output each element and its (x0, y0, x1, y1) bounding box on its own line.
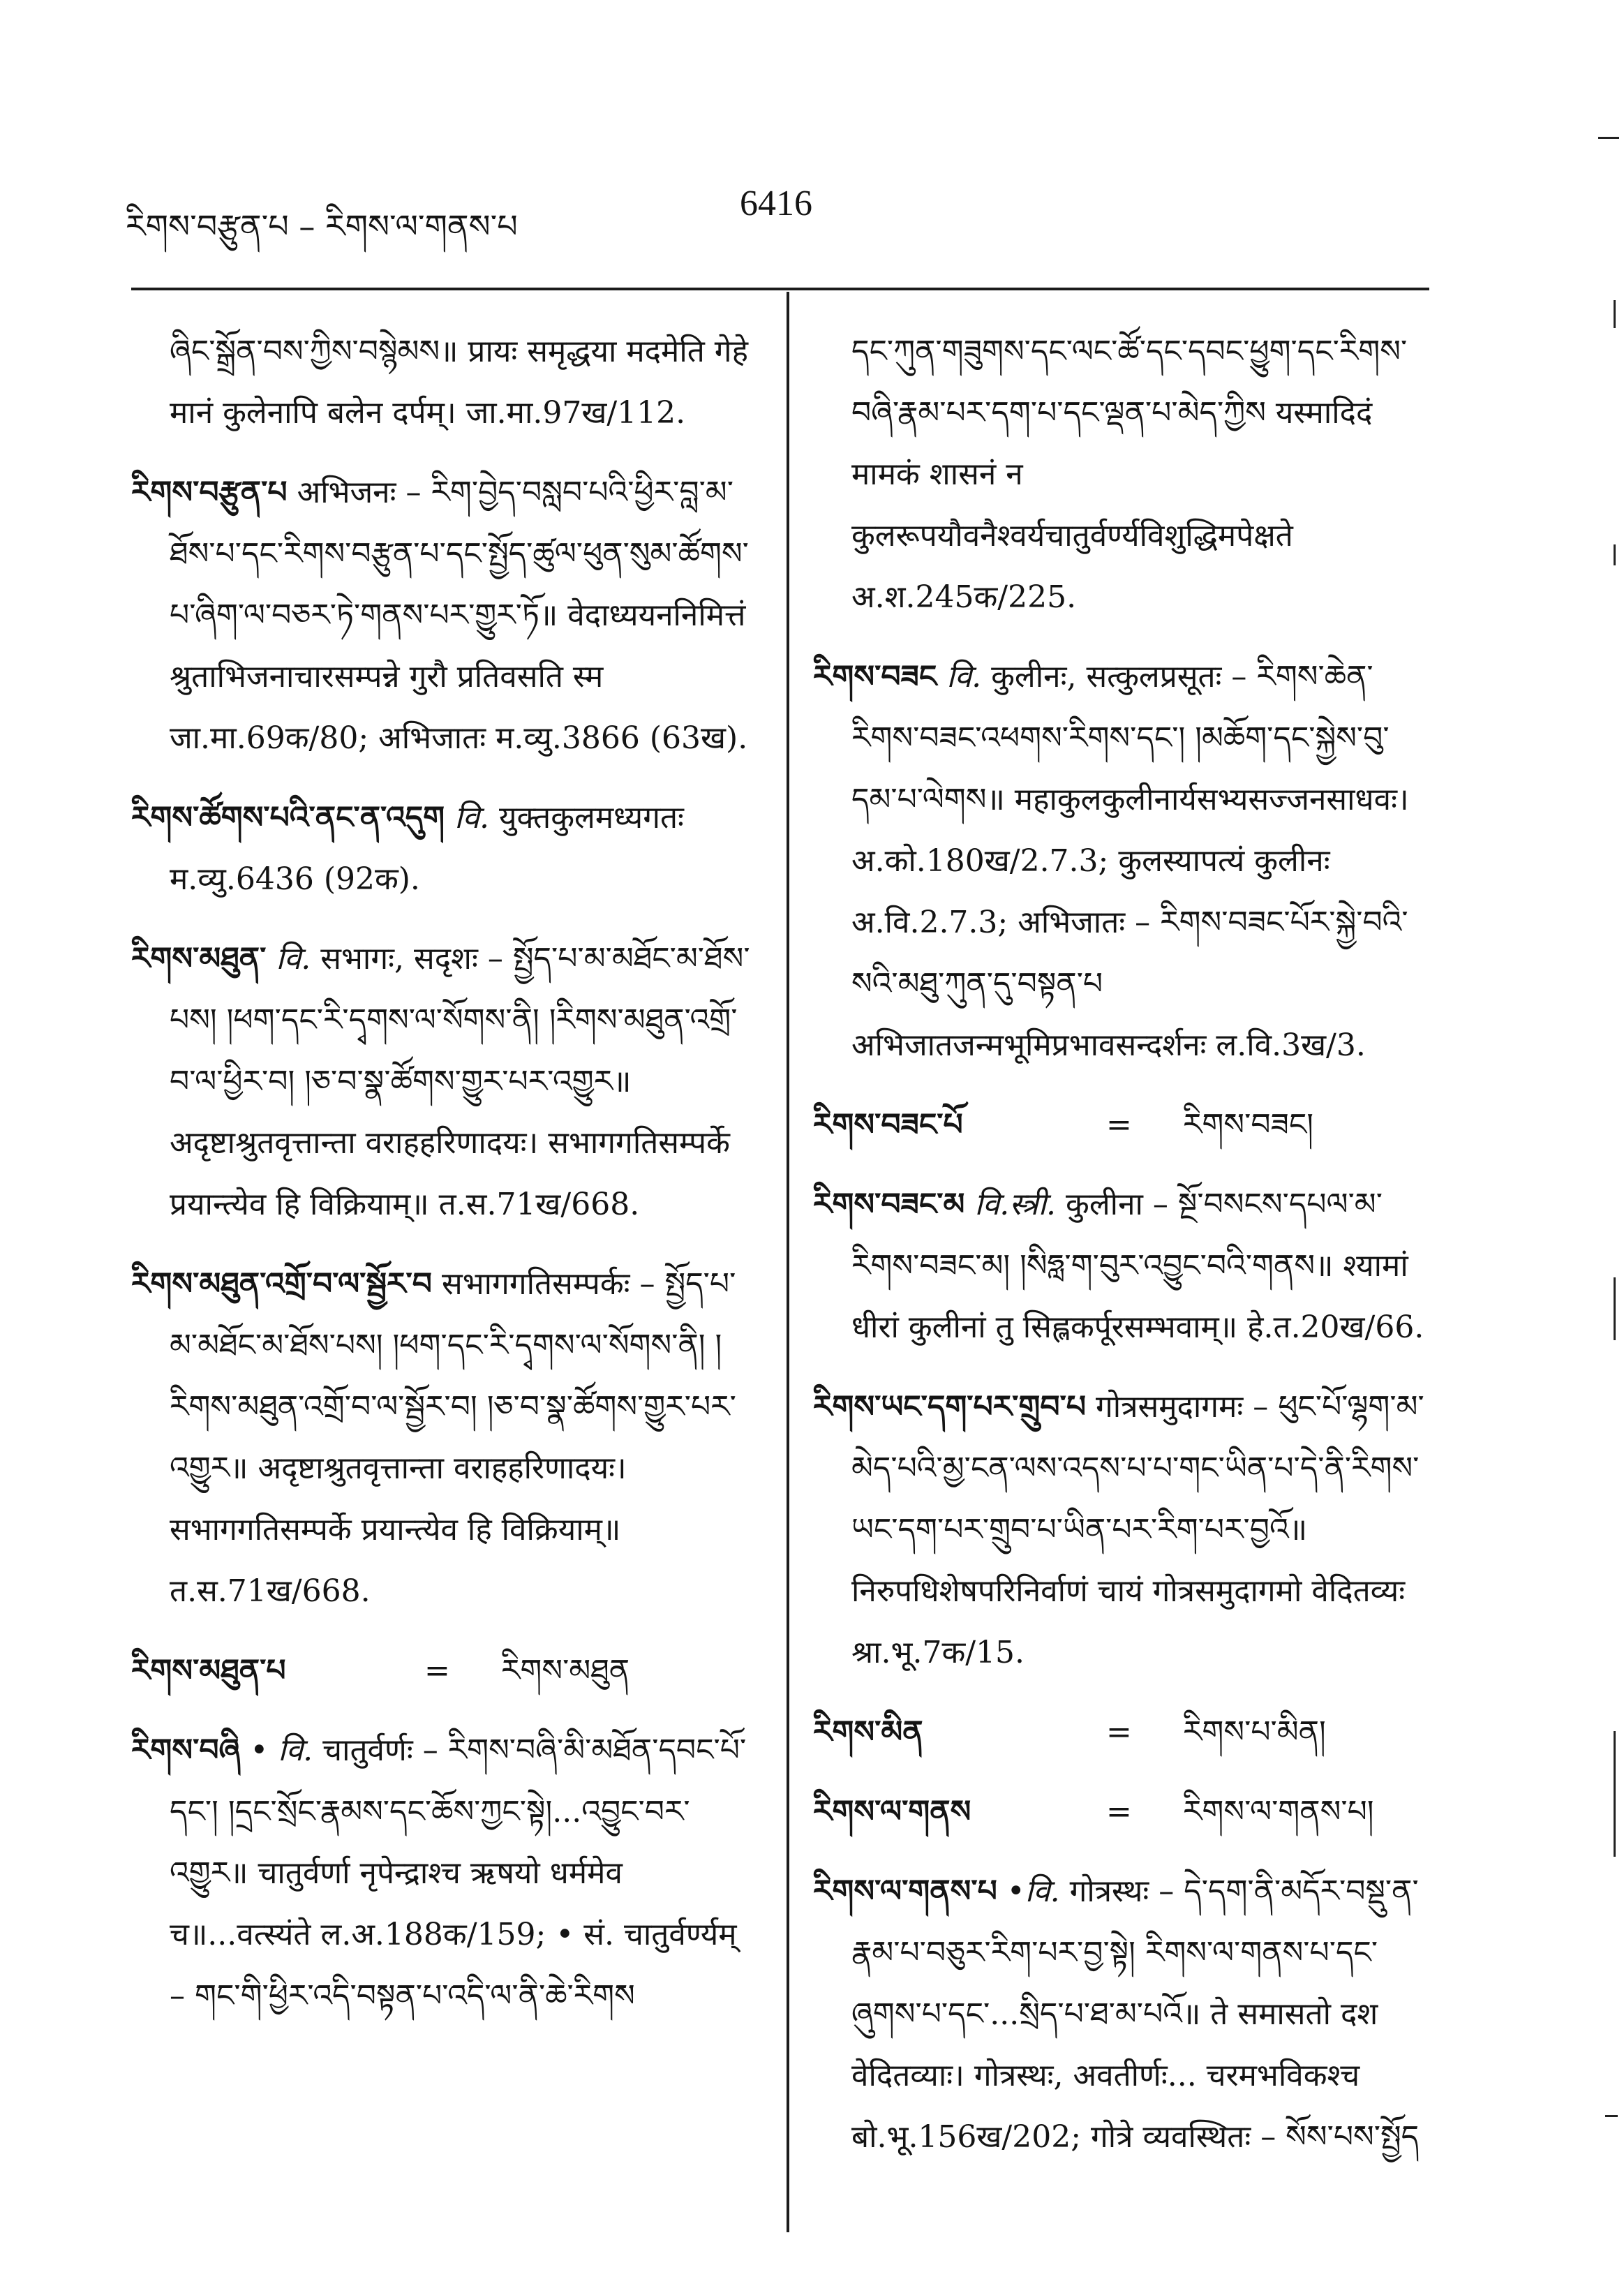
headword: རིགས་བཞི (131, 1732, 241, 1768)
grammar-label: वि. (454, 800, 490, 836)
entry-definition: सभागः, सदृशः – སྤྱོད་པ་མ་མཐོང་མ་ཐོས་པས། །ཕག་དང་རི་དྭགས་ལ་སོགས་ནི། །རིགས་མཐུན་འགྲོ་བ་ལ་ཕྱིར་བ། །ཅ་བ་སྣ་ཚོགས་གྱུར་པར་འགྱུར॥ अदृष्टाश्रुतवृत्तान्ता वराहहरिणादयः। सभागगतिसम्पर्के प्रयान्त्येव हि विक्रियाम्॥ त.स.71ख/668. (170, 941, 750, 1222)
cross-reference-target: རིགས་མཐུན (501, 1653, 630, 1689)
entry-definition: गोत्रसमुदागमः – ཕུང་པོ་ལྷག་མ་མེད་པའི་མྱ་ངན་ལས་འདས་པ་པ་གང་ཡིན་པ་དེ་ནི་རིགས་ཡང་དག་པར་གྲུབ་པ་ཡིན་པར་རིག་པར་བྱའོ॥ निरुपधिशेषपरिनिर्वाणं चायं गोत्रसमुदागमो वेदितव्यः श्रा.भू.7क/15. (851, 1389, 1424, 1670)
headword: རིགས་བཟང་མ (813, 1187, 965, 1222)
headword: རིགས་མཐུན་པ (131, 1653, 286, 1689)
entry-definition: सभागगतिसम्पर्कः – སྤྱོད་པ་མ་མཐོང་མ་ཐོས་པས། །ཕག་དང་རི་དྭགས་ལ་སོགས་ནི། །རིགས་མཐུན་འགྲོ་བ་ལ་སྦྱོར་བ། །ཅ་བ་སྣ་ཚོགས་གྱུར་པར་འགྱུར॥ अदृष्टाश्रुतवृत्तान्ता वराहहरिणादयः। सभागगतिसम्पर्के प्रयान्त्येव हि विक्रियाम्॥ त.स.71ख/668. (170, 1266, 736, 1609)
equals-sign: = (1106, 1714, 1132, 1750)
cross-reference-entry (813, 1702, 1433, 1763)
scan-edge-mark (1605, 2115, 1618, 2117)
headword: རིགས་མིན (813, 1714, 923, 1750)
headword: རིགས་བརྩུན་པ (131, 475, 288, 510)
grammar-label: वि.स्त्री. (974, 1187, 1057, 1222)
headword: རིགས་མཐུན་ (131, 941, 267, 977)
equals-sign: = (1106, 1794, 1132, 1830)
dictionary-entry (131, 462, 751, 769)
cross-reference-target: རིགས་བཟང། (1183, 1107, 1314, 1143)
headword: རིགས་ཚོགས་པའི་ནང་ན་འདུག (131, 800, 445, 836)
header-rule (131, 288, 1429, 290)
headword: རིགས་བཟང་པོ (813, 1107, 963, 1143)
entry-definition: कुलीना – སྔོ་བསངས་དཔལ་མ་རིགས་བཟང་མ། །སིཧླ་ག་བུར་འབྱུང་བའི་གནས॥ श्यामां धीरां कुलीनां तु सिह्लकर्पूरसम्भवाम्॥ हे.त.20ख/66. (851, 1187, 1424, 1345)
scan-edge-mark (1614, 1277, 1616, 1340)
grammar-label: वि. (276, 941, 311, 977)
dictionary-entry (813, 1376, 1433, 1684)
entry-definition: कुलीनः, सत्कुलप्रसूतः – རིགས་ཆེན་རིགས་བཟང་འཕགས་རིགས་དང་། །མཆོག་དང་སྐྱེས་བུ་དམ་པ་ལེགས॥ महाकुलकुलीनार्यसभ्यसज्जनसाधवः। अ.को.180ख/2.7.3; कुलस्यापत्यं कुलीनः अ.वि.2.7.3; अभिजातः – རིགས་བཟང་པོར་སྐྱེ་བའི་སའི་མཐུ་ཀུན་དུ་བསྟན་པ अभिजातजन्मभूमिप्रभावसन्दर्शनः ल.वि.3ख/3. (851, 659, 1409, 1063)
scan-edge-mark (1614, 1731, 1616, 1857)
page-number: 6416 (740, 184, 812, 223)
dictionary-entry (131, 1720, 751, 2027)
entry-definition: गोत्रस्थः – དེ་དག་ནི་མདོར་བསྡུ་ན་རྣམ་པ་བཅུར་རིག་པར་བྱ་སྟེ། རིགས་ལ་གནས་པ་དང་ཞུགས་པ་དང་...སྲིད་པ་ཐ་མ་པའོ॥ ते समासतो दश वेदितव्याः। गोत्रस्थः, अवतीर्णः... चरमभविकश्च बो.भू.156ख/202; गोत्रे व्यवस्थितः – སོས་པས་སྤྱོད (851, 1873, 1420, 2155)
grammar-label: वि. (946, 659, 982, 695)
grammar-label: •वि. (1006, 1873, 1060, 1909)
entry-definition: ཞིང་སྒྲོན་བས་ཀྱིས་བསྙེམས॥ प्रायः समृद्धया मदमेति गेहे मानं कुलेनापि बलेन दर्पम्। जा.मा.97ख/112. (170, 334, 748, 431)
running-head: རིགས་བརྩུན་པ – རིགས་ལ་གནས་པ (126, 207, 518, 245)
equals-sign: = (1106, 1107, 1132, 1143)
entry-continuation (813, 321, 1433, 628)
cross-reference-target: རིགས་པ་མིན། (1183, 1714, 1326, 1750)
scan-edge-mark (1614, 544, 1616, 565)
dictionary-entry (813, 1861, 1433, 2168)
page-header (126, 183, 1438, 245)
scan-edge-mark (1614, 300, 1616, 328)
cross-reference-entry (813, 1094, 1433, 1156)
dictionary-entry (813, 1174, 1433, 1358)
grammar-label: • वि. (250, 1732, 313, 1768)
scan-edge-mark (1598, 137, 1619, 139)
dictionary-entry (813, 646, 1433, 1076)
entry-definition: चातुर्वर्णः – རིགས་བཞི་མི་མཐོན་དབང་པོ་དང་། །དྲང་སྲོང་རྣམས་དང་ཆོས་ཀྱང་སྟེ།...འབྱུང་བར་འགྱུར॥ चातुर्वर्णा नृपेन्द्राश्च ऋषयो धर्ममेव च॥...वत्स्यंते ल.अ.188क/159; • सं. चातुर्वर्ण्यम् – གང་གི་ཕྱིར་འདི་བསྟན་པ་འདི་ལ་ནི་ཆེ་རིགས (170, 1732, 747, 2014)
dictionary-entry (131, 928, 751, 1235)
dictionary-entry (131, 1254, 751, 1622)
headword: རིགས་ལ་གནས་པ (813, 1873, 997, 1909)
column-divider (787, 292, 789, 2232)
entry-definition: अभिजनः – རིག་བྱེད་བསླབ་པའི་ཕྱིར་བླ་མ་ཐོས་པ་དང་རིགས་བརྩུན་པ་དང་སྤྱོད་ཚུལ་ཕུན་སུམ་ཚོགས་པ་ཞིག་ལ་བཅར་ཏེ་གནས་པར་གྱུར་ཏོ॥ वेदाध्ययननिमित्तं श्रुताभिजनाचारसम्पन्ने गुरौ प्रतिवसति स्म जा.मा.69क/80; अभिजातः म.व्यु.3866 (63ख). (170, 475, 749, 756)
headword: རིགས་ལ་གནས (813, 1794, 971, 1830)
headword: རིགས་བཟང (813, 659, 937, 695)
entry-definition: युक्तकुलमध्यगतः म.व्यु.6436 (92क). (170, 800, 684, 897)
dictionary-entry (131, 787, 751, 910)
entry-continuation (131, 321, 751, 444)
right-column (813, 321, 1433, 2234)
equals-sign: = (424, 1653, 450, 1689)
cross-reference-entry (813, 1781, 1433, 1843)
left-column (131, 321, 751, 2234)
cross-reference-target: རིགས་ལ་གནས་པ། (1183, 1794, 1374, 1830)
entry-definition: དང་ཀུན་གཟུགས་དང་ལང་ཚོ་དང་དབང་ཕྱུག་དང་རིགས་བཞི་རྣམ་པར་དག་པ་དང་ལྡན་པ་མེད་ཀྱིས यस्मादिदं मामकं शासनं न कुलरूपयौवनैश्वर्यचातुर्वर्ण्यविशुद्धिमपेक्षते अ.श.245क/225. (851, 334, 1408, 615)
cross-reference-entry (131, 1640, 751, 1702)
headword: རིགས་ཡང་དག་པར་གྲུབ་པ (813, 1389, 1087, 1425)
headword: རིགས་མཐུན་འགྲོ་བ་ལ་སྦྱོར་བ (131, 1266, 432, 1302)
